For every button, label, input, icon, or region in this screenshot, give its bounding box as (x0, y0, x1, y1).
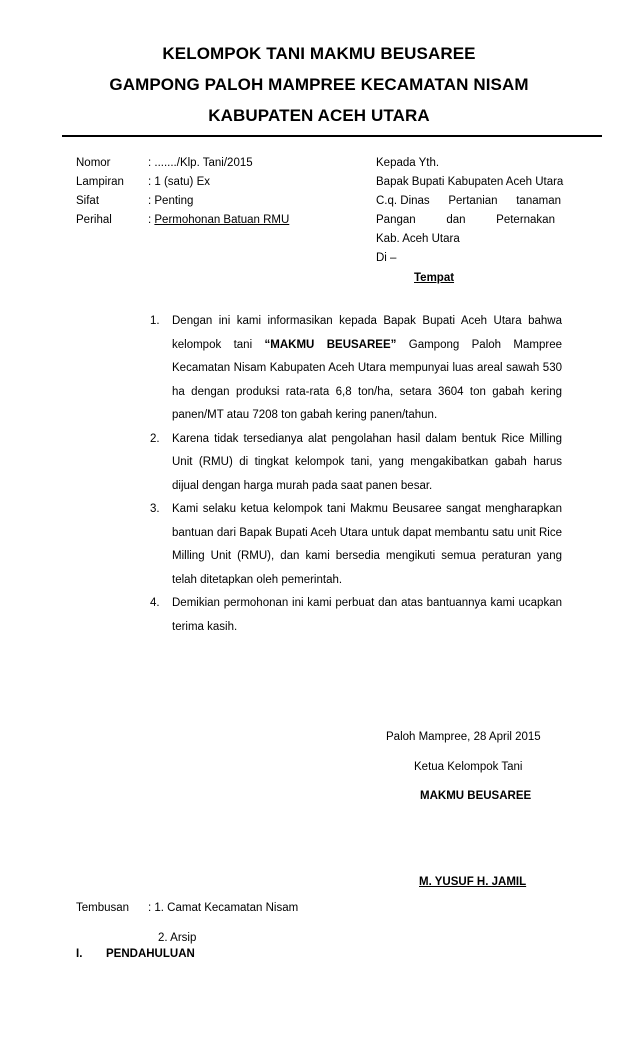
address-word: Peternakan (496, 214, 555, 226)
item-text-post: Gampong Paloh Mampree Kecamatan Nisam Kabupaten Aceh Utara mempunyai luas areal sawah 530 ha dengan produksi rata-rata 6,8 ton/ha, setara 3604 ton gabah kering panen/MT atau 7208 ton gabah kering panen/tahun. (172, 338, 562, 421)
address-line: Bapak Bupati Kabupaten Aceh Utara (376, 176, 564, 188)
signature-org: MAKMU BEUSAREE (420, 790, 532, 802)
list-item (150, 592, 562, 639)
meta-value (148, 211, 363, 230)
letter-body (150, 310, 562, 639)
address-line: Kab. Aceh Utara (376, 233, 460, 245)
recipient-address (376, 154, 564, 288)
meta-value: : Penting (148, 195, 194, 207)
meta-label: Lampiran (76, 176, 124, 188)
cc-row (76, 899, 298, 929)
signature-role: Ketua Kelompok Tani (414, 761, 523, 773)
meta-value: : ......./Klp. Tani/2015 (148, 157, 253, 169)
signatory-name: M. YUSUF H. JAMIL (419, 876, 527, 888)
list-item (150, 310, 562, 428)
address-word: dan (446, 214, 466, 226)
list-item (150, 428, 562, 499)
letterhead-divider (62, 135, 602, 137)
address-word: Pertanian (448, 195, 498, 207)
address-word: C.q. Dinas (376, 195, 430, 207)
letter-meta (76, 154, 363, 230)
cc-item: : 1. Camat Kecamatan Nisam (148, 902, 299, 914)
section-title: PENDAHULUAN (106, 948, 195, 960)
meta-row-lampiran (76, 173, 363, 192)
address-line (376, 211, 561, 230)
address-word: Pangan (376, 214, 416, 226)
item-text: Demikian permohonan ini kami perbuat dan atas bantuannya kami ucapkan terima kasih. (172, 597, 562, 633)
item-number: 3. (150, 503, 160, 515)
item-number: 4. (150, 597, 160, 609)
item-text (172, 310, 562, 428)
item-text: Kami selaku ketua kelompok tani Makmu Beusaree sangat mengharapkan bantuan dari Bapak Bupati Aceh Utara untuk dapat membantu satu unit Rice Milling Unit (RMU), dan kami bersedia mengikuti semua peraturan yang telah ditetapkan oleh pemerintah. (172, 503, 562, 586)
item-text-pre: Dengan ini kami informasikan kepada Bapak Bupati Aceh Utara bahwa kelompok tani (172, 315, 562, 351)
meta-row-sifat (76, 192, 363, 211)
letterhead-line-2: GAMPONG PALOH MAMPREE KECAMATAN NISAM (109, 75, 529, 94)
section-heading (76, 948, 195, 960)
meta-label: Sifat (76, 195, 100, 207)
cc-label: Tembusan (76, 902, 130, 914)
address-word: tanaman (516, 195, 561, 207)
item-number: 2. (150, 432, 160, 445)
group-name: “MAKMU BEUSAREE” (264, 338, 397, 351)
letterhead-line-3: KABUPATEN ACEH UTARA (208, 106, 430, 125)
meta-label: Nomor (76, 157, 111, 169)
letterhead-line-1: KELOMPOK TANI MAKMU BEUSAREE (162, 44, 476, 63)
item-number: 1. (150, 315, 160, 327)
section-number: I. (76, 948, 83, 960)
address-line (376, 192, 561, 211)
meta-label: Perihal (76, 214, 112, 226)
address-line: Di – (376, 252, 397, 264)
address-tempat: Tempat (414, 272, 455, 284)
address-line: Kepada Yth. (376, 157, 440, 169)
cc-item: 2. Arsip (158, 932, 197, 944)
meta-value: : 1 (satu) Ex (148, 176, 210, 188)
item-text: Karena tidak tersedianya alat pengolahan hasil dalam bentuk Rice Milling Unit (RMU) di tingkat kelompok tani, yang mengakibatkan gabah harus dijual dengan harga murah pada saat panen besar. (172, 432, 562, 492)
signature-place-date: Paloh Mampree, 28 April 2015 (386, 731, 541, 743)
subject-text: Permohonan Batuan RMU (154, 214, 290, 226)
meta-row-perihal (76, 211, 363, 230)
list-item (150, 498, 562, 592)
meta-row-nomor (76, 154, 363, 173)
meta-colon: : (148, 214, 155, 226)
